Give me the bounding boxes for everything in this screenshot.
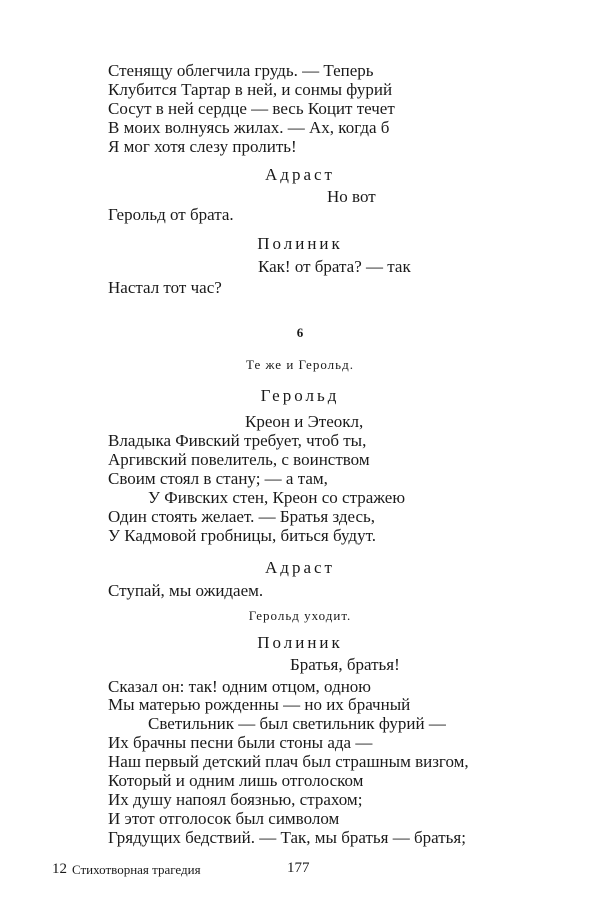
signature-mark: 12 xyxy=(52,861,67,877)
verse-line: Грядущих бедствий. — Так, мы братья — братья; xyxy=(108,828,466,847)
verse-line: Один стоять желает. — Братья здесь, xyxy=(108,507,376,526)
speaker-name: Полиник xyxy=(257,234,343,253)
verse-line: Своим стоял в стану; — а там, xyxy=(108,469,328,488)
verse-line: И этот отголосок был символом xyxy=(108,809,340,828)
page-number: 177 xyxy=(287,860,310,876)
scene-number: 6 xyxy=(296,325,304,340)
verse-line: Ступай, мы ожидаем. xyxy=(108,581,264,600)
verse-line: Их брачны песни были стоны ада — xyxy=(108,733,373,752)
verse-line: Аргивский повелитель, с воинством xyxy=(108,450,370,469)
verse-line: Клубится Тартар в ней, и сонмы фурий xyxy=(108,80,393,99)
speaker-name: Адраст xyxy=(265,558,335,577)
verse-line: Мы матерью рожденны — но их брачный xyxy=(108,695,411,714)
verse-line: У Фивских стен, Креон со стражею xyxy=(148,488,406,507)
verse-line: Который и одним лишь отголоском xyxy=(108,771,364,790)
verse-line: Креон и Этеокл, xyxy=(245,412,364,431)
verse-line: Сказал он: так! одним отцом, одною xyxy=(108,677,372,696)
verse-line: Стенящу облегчила грудь. — Теперь xyxy=(108,61,374,80)
verse-line: Братья, братья! xyxy=(290,655,400,674)
verse-line: Настал тот час? xyxy=(108,278,222,297)
stage-direction: Герольд уходит. xyxy=(248,608,352,623)
verse-line: В моих волнуясь жилах. — Ах, когда б xyxy=(108,118,390,137)
speaker-name: Полиник xyxy=(257,633,343,652)
stage-direction: Те же и Герольд. xyxy=(246,357,354,372)
verse-line: Светильник — был светильник фурий — xyxy=(148,714,446,733)
verse-line: Герольд от брата. xyxy=(108,205,234,224)
verse-line: Но вот xyxy=(327,187,376,206)
verse-line: Я мог хотя слезу пролить! xyxy=(108,137,297,156)
verse-line: У Кадмовой гробницы, биться будут. xyxy=(108,526,376,545)
verse-line: Наш первый детский плач был страшным визгом, xyxy=(108,752,469,771)
verse-line: Владыка Фивский требует, чтоб ты, xyxy=(108,431,367,450)
signature-title: Стихотворная трагедия xyxy=(72,862,201,877)
verse-line: Их душу напоял боязнью, страхом; xyxy=(108,790,363,809)
speaker-name: Герольд xyxy=(260,386,340,405)
speaker-name: Адраст xyxy=(265,165,335,184)
verse-line: Сосут в ней сердце — весь Коцит течет xyxy=(108,99,395,118)
verse-line: Как! от брата? — так xyxy=(258,257,411,276)
